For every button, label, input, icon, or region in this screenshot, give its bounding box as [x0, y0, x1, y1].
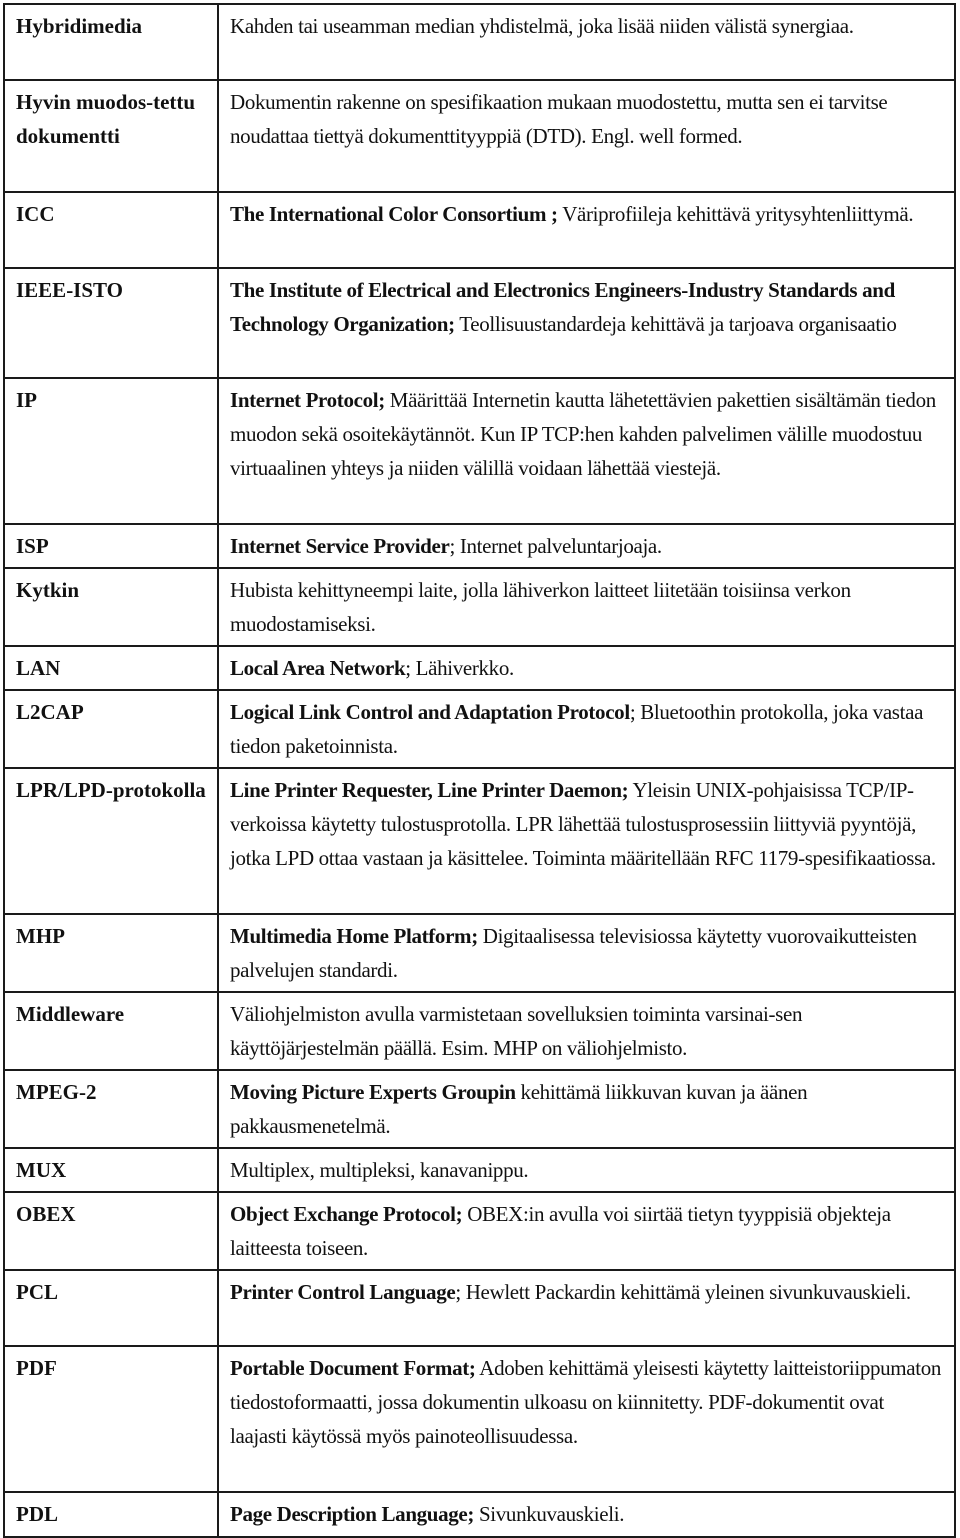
definition-bold: Local Area Network	[230, 656, 406, 680]
definition-cell	[218, 378, 955, 524]
definition-cell	[218, 80, 955, 192]
definition-text: Väriprofiileja kehittävä yritysyhtenliittymä.	[557, 202, 914, 226]
term-cell: ISP	[4, 524, 218, 568]
definition-text: Määrittää Internetin kautta lähetettävien pakettien sisältämän tiedon muodon sekä osoitekäytännöt. Kun IP TCP:hen kahden palvelimen välille muodostuu virtuaalinen yhteys ja niiden välillä voidaan lähettää viestejä.	[230, 388, 936, 480]
table-row	[4, 378, 955, 524]
glossary-table	[3, 3, 956, 1538]
definition-text: ; Hewlett Packardin kehittämä yleinen sivunkuvauskieli.	[455, 1280, 911, 1304]
definition-cell	[218, 568, 955, 646]
term-cell: IEEE-ISTO	[4, 268, 218, 378]
definition-bold: The Institute of Electrical and Electronics Engineers-Industry Standards and Technology Organization;	[230, 278, 895, 336]
definition-text: kehittämä liikkuvan kuvan ja äänen pakkausmenetelmä.	[230, 1080, 808, 1138]
definition-cell	[218, 4, 955, 80]
definition-cell	[218, 646, 955, 690]
definition-bold: The International Color Consortium ;	[230, 202, 558, 226]
definition-text: Väliohjelmiston avulla varmistetaan sovelluksien toiminta varsinai-sen käyttöjärjestelmän päällä. Esim. MHP on väliohjelmisto.	[230, 1002, 803, 1060]
term-cell: ICC	[4, 192, 218, 268]
table-row	[4, 1346, 955, 1492]
table-row	[4, 568, 955, 646]
definition-bold: Page Description Language;	[230, 1502, 475, 1526]
table-row	[4, 1192, 955, 1270]
table-row	[4, 1070, 955, 1148]
term-cell: LAN	[4, 646, 218, 690]
definition-text: OBEX:in avulla voi siirtää tietyn tyyppisiä objekteja laitteesta toiseen.	[230, 1202, 891, 1260]
definition-bold: Logical Link Control and Adaptation Protocol	[230, 700, 630, 724]
term-cell: Hyvin muodos-tettu dokumentti	[4, 80, 218, 192]
table-row	[4, 690, 955, 768]
definition-text: ; Lähiverkko.	[405, 656, 514, 680]
definition-cell	[218, 1070, 955, 1148]
definition-text: Kahden tai useamman median yhdistelmä, joka lisää niiden välistä synergiaa.	[230, 14, 854, 38]
table-row	[4, 1492, 955, 1537]
definition-cell	[218, 768, 955, 914]
definition-cell	[218, 524, 955, 568]
term-cell: PCL	[4, 1270, 218, 1346]
definition-text: Multiplex, multipleksi, kanavanippu.	[230, 1158, 529, 1182]
definition-text: ; Bluetoothin protokolla, joka vastaa tiedon paketoinnista.	[230, 700, 924, 758]
definition-bold: Portable Document Format;	[230, 1356, 476, 1380]
definition-text: ; Internet palveluntarjoaja.	[449, 534, 662, 558]
definition-bold: Multimedia Home Platform;	[230, 924, 478, 948]
definition-cell	[218, 1148, 955, 1192]
term-cell: PDF	[4, 1346, 218, 1492]
definition-cell	[218, 192, 955, 268]
term-cell: MHP	[4, 914, 218, 992]
definition-cell	[218, 992, 955, 1070]
definition-bold: Printer Control Language	[230, 1280, 456, 1304]
term-cell: Kytkin	[4, 568, 218, 646]
definition-cell	[218, 1270, 955, 1346]
definition-bold: Internet Service Provider	[230, 534, 450, 558]
definition-text: Yleisin UNIX-pohjaisissa TCP/IP-verkoissa käytetty tulostusprotolla. LPR lähettää tulostusprosessiin liittyviä pyyntöjä, jotka LPD ottaa vastaan ja käsittelee. Toiminta määritellään RFC 1179-spesifikaatiossa.	[230, 778, 936, 870]
definition-text: Sivunkuvauskieli.	[474, 1502, 625, 1526]
definition-text: Hubista kehittyneempi laite, jolla lähiverkon laitteet liitetään toisiinsa verkon muodostamiseksi.	[230, 578, 851, 636]
table-row	[4, 524, 955, 568]
term-cell: MUX	[4, 1148, 218, 1192]
table-row	[4, 1148, 955, 1192]
table-row	[4, 646, 955, 690]
definition-cell	[218, 268, 955, 378]
definition-cell	[218, 1346, 955, 1492]
definition-bold: Moving Picture Experts Groupin	[230, 1080, 516, 1104]
term-cell: OBEX	[4, 1192, 218, 1270]
definition-text: Digitaalisessa televisiossa käytetty vuorovaikutteisten palvelujen standardi.	[230, 924, 917, 982]
term-cell: MPEG-2	[4, 1070, 218, 1148]
term-cell: LPR/LPD-protokolla	[4, 768, 218, 914]
term-cell: Hybridimedia	[4, 4, 218, 80]
definition-bold: Object Exchange Protocol;	[230, 1202, 463, 1226]
term-cell: PDL	[4, 1492, 218, 1537]
term-cell: Middleware	[4, 992, 218, 1070]
table-row	[4, 768, 955, 914]
term-cell: L2CAP	[4, 690, 218, 768]
definition-cell	[218, 1492, 955, 1537]
table-row	[4, 192, 955, 268]
definition-cell	[218, 914, 955, 992]
table-row	[4, 1270, 955, 1346]
table-row	[4, 80, 955, 192]
definition-text: Dokumentin rakenne on spesifikaation mukaan muodostettu, mutta sen ei tarvitse noudattaa tiettyä dokumenttityyppiä (DTD). Engl. well formed.	[230, 90, 888, 148]
table-row	[4, 268, 955, 378]
table-row	[4, 4, 955, 80]
table-row	[4, 914, 955, 992]
term-cell: IP	[4, 378, 218, 524]
definition-cell	[218, 690, 955, 768]
definition-bold: Line Printer Requester, Line Printer Daemon;	[230, 778, 629, 802]
definition-text: Adoben kehittämä yleisesti käytetty laitteistoriippumaton tiedostoformaatti, jossa dokumentin ulkoasu on kiinnitetty. PDF-dokumentit ovat laajasti käytössä myös painoteollisuudessa.	[230, 1356, 942, 1448]
definition-bold: Internet Protocol;	[230, 388, 385, 412]
table-row	[4, 992, 955, 1070]
definition-cell	[218, 1192, 955, 1270]
definition-text: Teollisuustandardeja kehittävä ja tarjoava organisaatio	[454, 312, 897, 336]
